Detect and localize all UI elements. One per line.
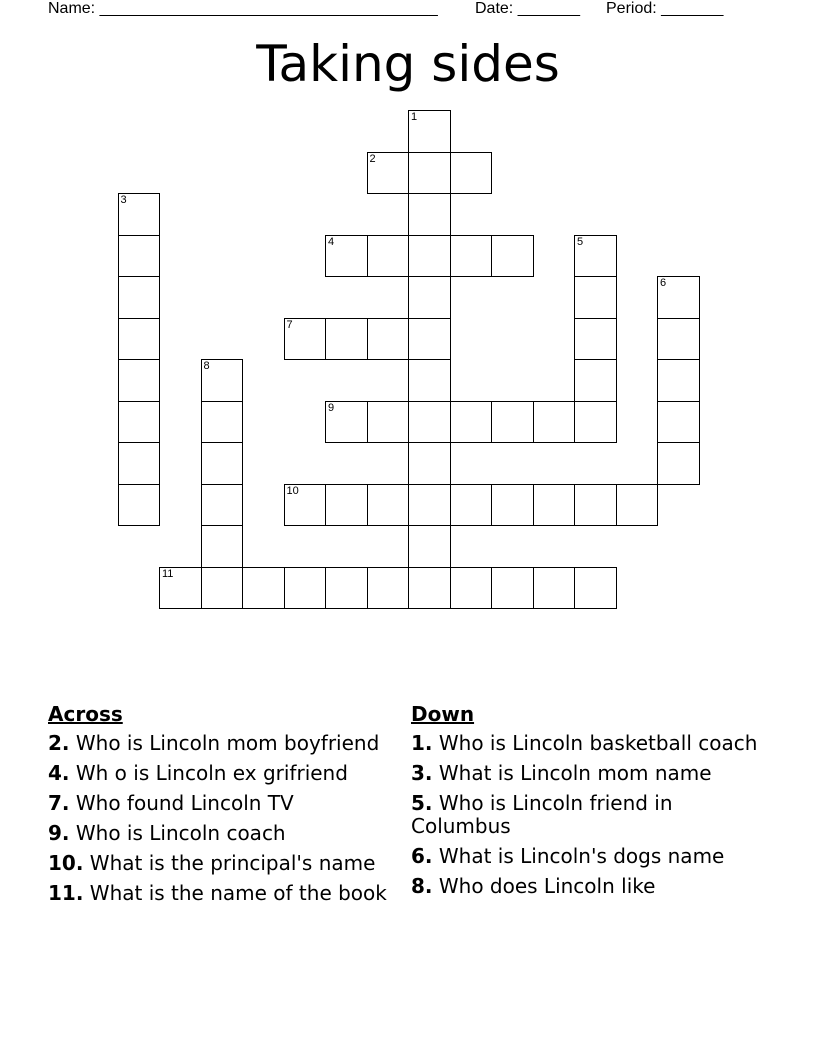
- page-title: Taking sides: [256, 35, 560, 93]
- crossword-cell[interactable]: [201, 525, 244, 568]
- crossword-cell[interactable]: [408, 484, 451, 527]
- clue-text: What is the principal's name: [89, 851, 376, 875]
- crossword-cell[interactable]: [284, 318, 327, 361]
- crossword-cell[interactable]: [574, 401, 617, 444]
- clue-number: 7.: [48, 791, 70, 815]
- name-field-label[interactable]: Name: ______________________________________: [48, 0, 438, 17]
- crossword-cell[interactable]: [367, 484, 410, 527]
- crossword-cell[interactable]: [201, 442, 244, 485]
- clue-number: 8.: [411, 874, 433, 898]
- period-field-label[interactable]: Period: _______: [606, 0, 724, 17]
- across-clue: [48, 732, 398, 755]
- crossword-cell[interactable]: [408, 110, 451, 153]
- down-heading: Down: [411, 702, 475, 726]
- crossword-cell[interactable]: [201, 567, 244, 610]
- down-clues: [411, 703, 761, 905]
- crossword-cell[interactable]: [574, 484, 617, 527]
- down-clue: [411, 875, 761, 898]
- across-clue: [48, 762, 398, 785]
- cell-number: 4: [328, 235, 335, 248]
- clue-number: 11.: [48, 881, 84, 905]
- crossword-cell[interactable]: [118, 484, 161, 527]
- across-clue: [48, 852, 398, 875]
- crossword-cell[interactable]: [491, 484, 534, 527]
- clue-text: What is the name of the book: [89, 881, 387, 905]
- clue-text: Wh o is Lincoln ex grifriend: [75, 761, 348, 785]
- clue-text: Who is Lincoln coach: [75, 821, 286, 845]
- clue-number: 9.: [48, 821, 70, 845]
- crossword-cell[interactable]: [408, 193, 451, 236]
- crossword-cell[interactable]: [118, 318, 161, 361]
- crossword-cell[interactable]: [450, 567, 493, 610]
- crossword-cell[interactable]: [284, 484, 327, 527]
- cell-number: 11: [162, 567, 174, 580]
- crossword-cell[interactable]: [284, 567, 327, 610]
- crossword-cell[interactable]: [367, 152, 410, 195]
- crossword-cell[interactable]: [533, 567, 576, 610]
- crossword-cell[interactable]: [408, 276, 451, 319]
- crossword-cell[interactable]: [201, 484, 244, 527]
- clue-number: 4.: [48, 761, 70, 785]
- crossword-cell[interactable]: [325, 318, 368, 361]
- clue-number: 10.: [48, 851, 84, 875]
- clue-number: 2.: [48, 731, 70, 755]
- crossword-cell[interactable]: [367, 401, 410, 444]
- crossword-cell[interactable]: [533, 401, 576, 444]
- down-clue: [411, 845, 761, 868]
- clue-text: Who found Lincoln TV: [75, 791, 294, 815]
- crossword-cell[interactable]: [408, 235, 451, 278]
- crossword-cell[interactable]: [574, 235, 617, 278]
- crossword-cell[interactable]: [574, 567, 617, 610]
- crossword-cell[interactable]: [118, 442, 161, 485]
- crossword-cell[interactable]: [408, 442, 451, 485]
- clue-text: What is Lincoln mom name: [438, 761, 712, 785]
- cell-number: 6: [660, 277, 667, 289]
- crossword-cell[interactable]: [118, 235, 161, 278]
- crossword-cell[interactable]: [450, 235, 493, 278]
- cell-number: 5: [577, 235, 584, 248]
- cell-number: 9: [328, 401, 335, 414]
- crossword-cell[interactable]: [325, 401, 368, 444]
- cell-number: 8: [203, 360, 210, 372]
- crossword-cell[interactable]: [657, 318, 700, 361]
- crossword-cell[interactable]: [616, 484, 659, 527]
- crossword-cell[interactable]: [408, 152, 451, 195]
- crossword-cell[interactable]: [491, 567, 534, 610]
- clue-number: 1.: [411, 731, 433, 755]
- crossword-cell[interactable]: [450, 484, 493, 527]
- crossword-cell[interactable]: [408, 318, 451, 361]
- crossword-cell[interactable]: [491, 235, 534, 278]
- crossword-cell[interactable]: [325, 567, 368, 610]
- cell-number: 7: [286, 318, 293, 331]
- crossword-cell[interactable]: [450, 401, 493, 444]
- crossword-cell[interactable]: [201, 401, 244, 444]
- crossword-cell[interactable]: [367, 318, 410, 361]
- crossword-cell[interactable]: [325, 484, 368, 527]
- clue-text: Who is Lincoln basketball coach: [438, 731, 758, 755]
- crossword-cell[interactable]: [159, 567, 202, 610]
- crossword-cell[interactable]: [657, 276, 700, 319]
- across-clue: [48, 822, 398, 845]
- crossword-cell[interactable]: [367, 567, 410, 610]
- crossword-cell[interactable]: [118, 276, 161, 319]
- down-clue: [411, 762, 761, 785]
- crossword-cell[interactable]: [118, 359, 161, 402]
- clue-number: 6.: [411, 844, 433, 868]
- crossword-cell[interactable]: [533, 484, 576, 527]
- across-heading: Across: [48, 702, 123, 726]
- crossword-cell[interactable]: [491, 401, 534, 444]
- clue-text: What is Lincoln's dogs name: [438, 844, 725, 868]
- cell-number: 1: [411, 111, 418, 123]
- cell-number: 3: [120, 194, 127, 206]
- crossword-cell[interactable]: [657, 442, 700, 485]
- across-clue: [48, 792, 398, 815]
- crossword-cell[interactable]: [450, 152, 493, 195]
- clue-text: Who is Lincoln mom boyfriend: [75, 731, 380, 755]
- down-clue: [411, 732, 761, 755]
- crossword-cell[interactable]: [574, 359, 617, 402]
- crossword-cell[interactable]: [574, 276, 617, 319]
- across-clues: [48, 703, 398, 912]
- across-clue: [48, 882, 398, 905]
- crossword-cell[interactable]: [408, 401, 451, 444]
- crossword-cell[interactable]: [657, 359, 700, 402]
- crossword-cell[interactable]: [118, 193, 161, 236]
- crossword-cell[interactable]: [325, 235, 368, 278]
- clue-text: Who is Lincoln friend in Columbus: [411, 791, 673, 838]
- crossword-cell[interactable]: [408, 359, 451, 402]
- crossword-cell[interactable]: [201, 359, 244, 402]
- crossword-cell[interactable]: [408, 525, 451, 568]
- cell-number: 10: [286, 484, 299, 497]
- crossword-cell[interactable]: [367, 235, 410, 278]
- cell-number: 2: [369, 152, 376, 165]
- clue-number: 5.: [411, 791, 433, 815]
- crossword-cell[interactable]: [118, 401, 161, 444]
- down-clue: [411, 792, 761, 838]
- clue-text: Who does Lincoln like: [438, 874, 656, 898]
- crossword-cell[interactable]: [242, 567, 285, 610]
- crossword-cell[interactable]: [657, 401, 700, 444]
- crossword-cell[interactable]: [408, 567, 451, 610]
- date-field-label[interactable]: Date: _______: [475, 0, 580, 17]
- crossword-cell[interactable]: [574, 318, 617, 361]
- clue-number: 3.: [411, 761, 433, 785]
